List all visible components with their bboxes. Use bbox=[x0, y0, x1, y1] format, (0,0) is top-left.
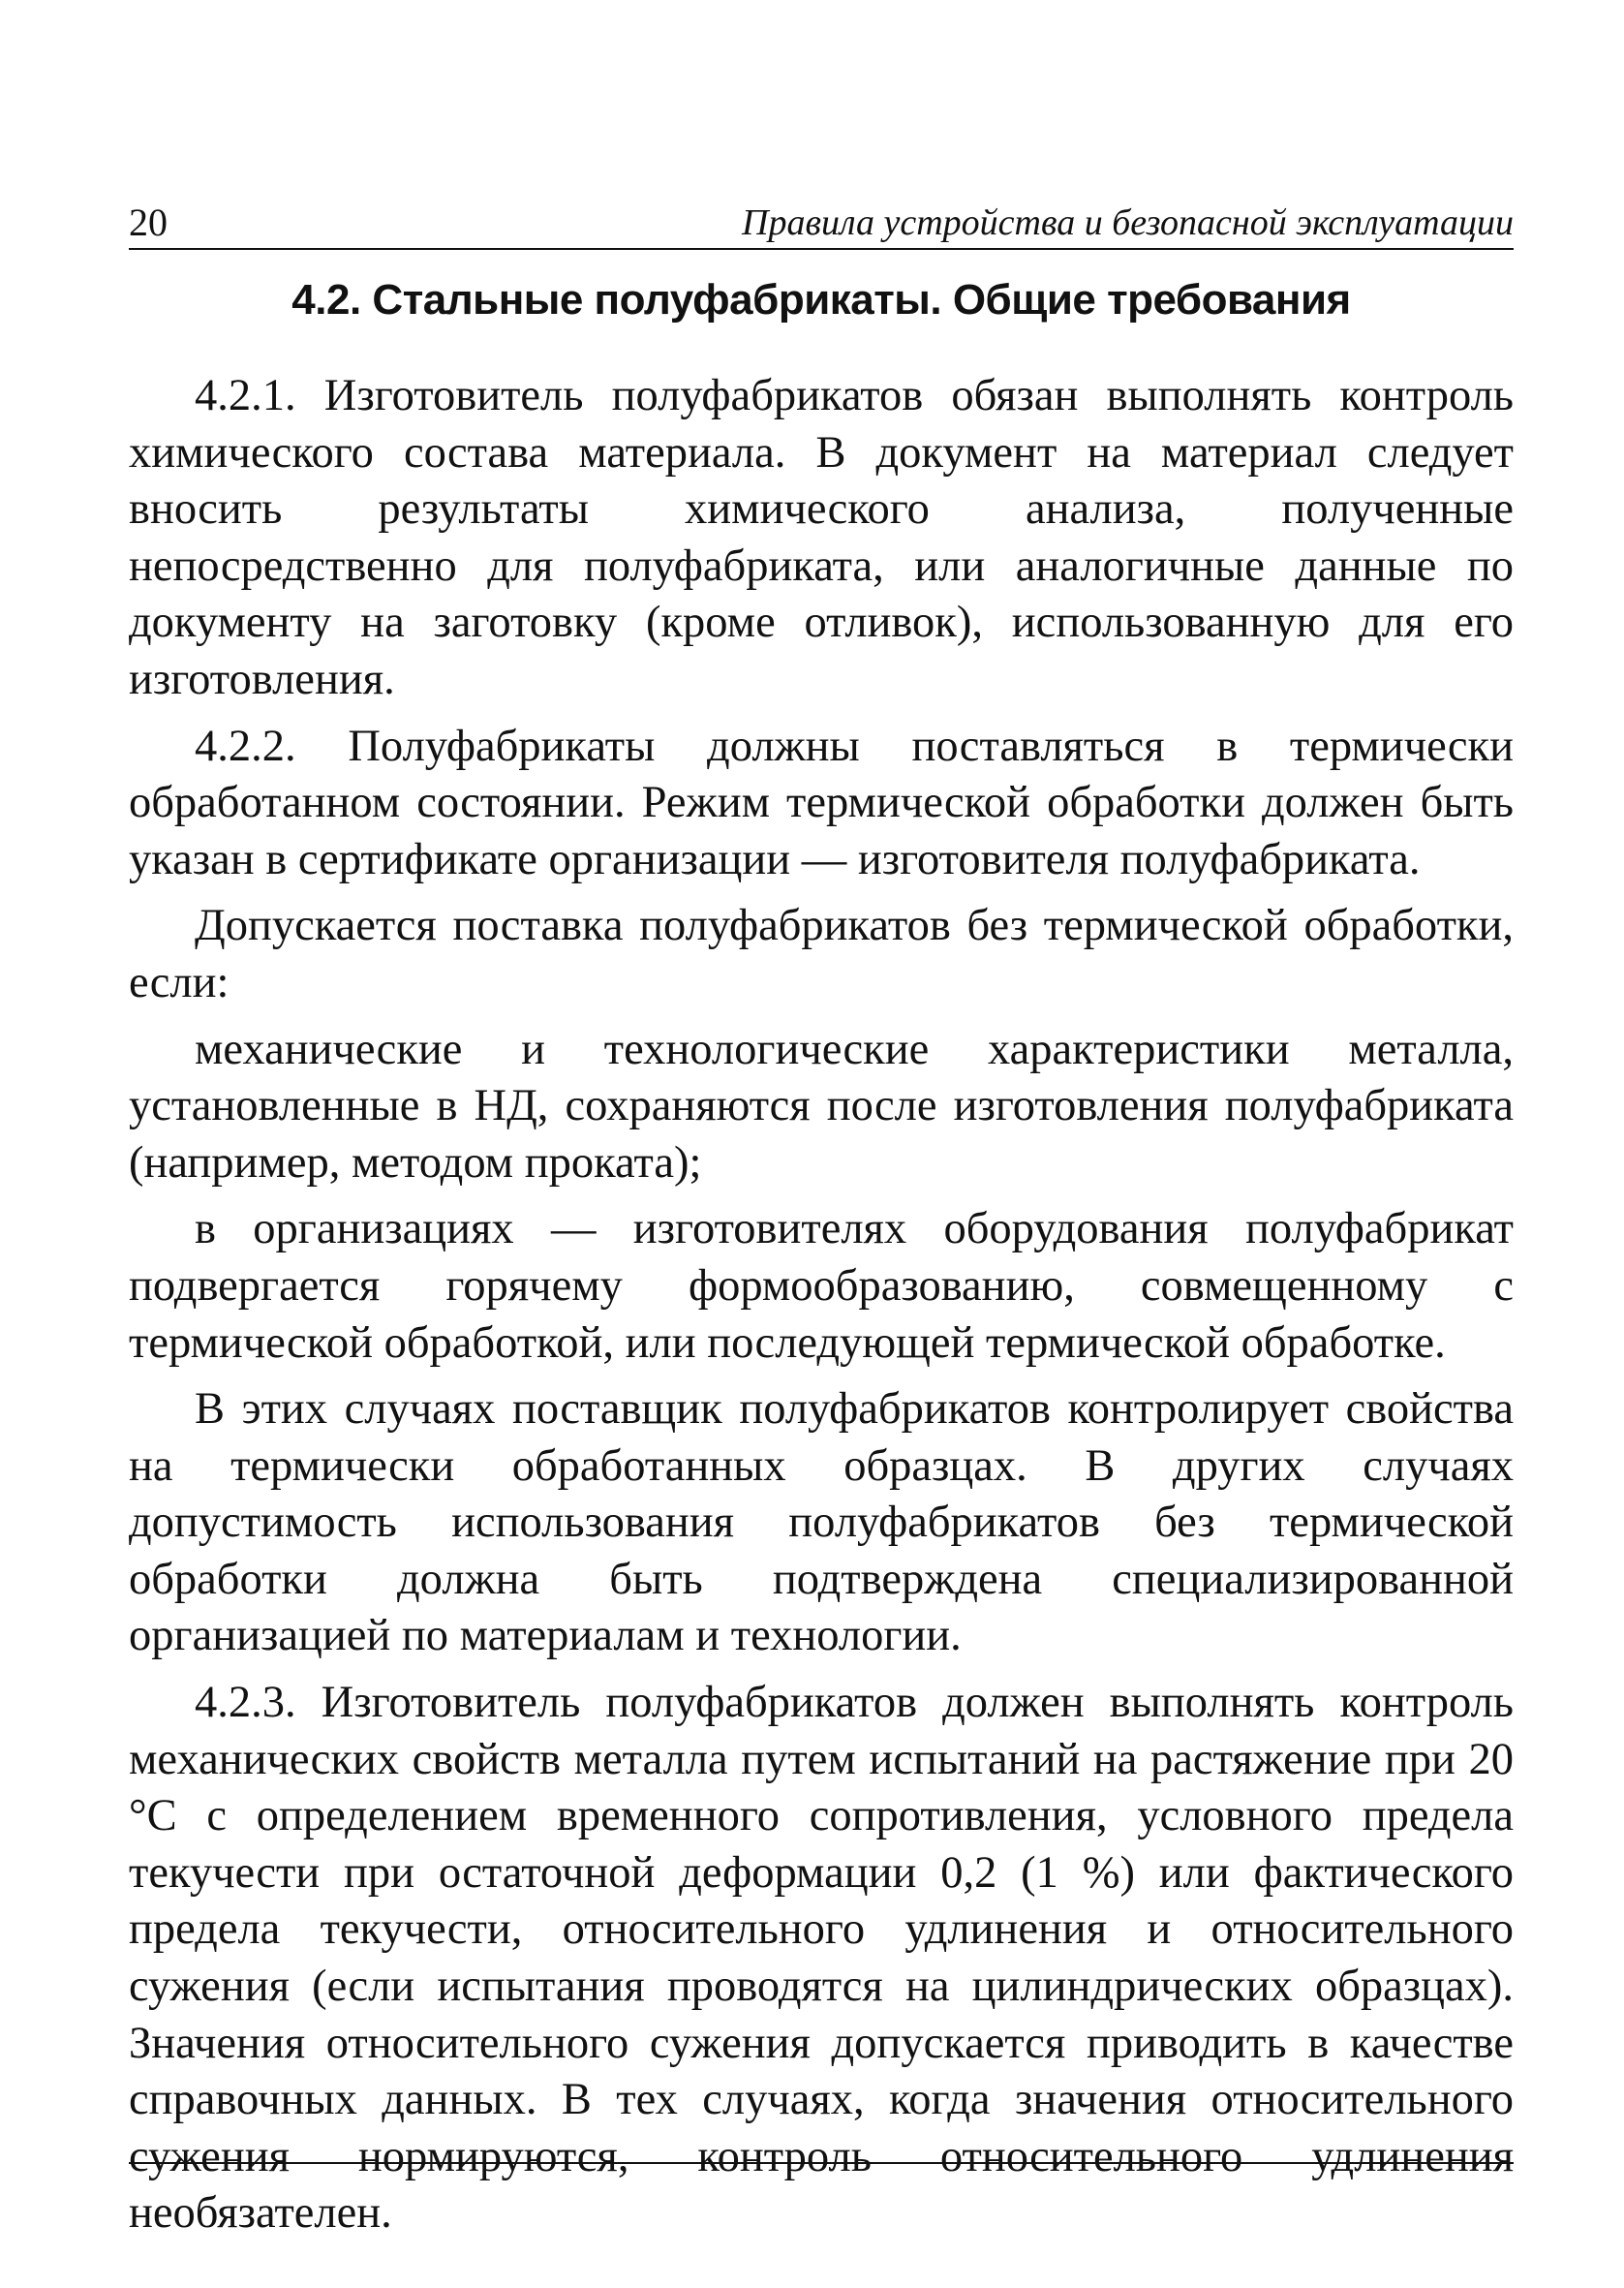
document-page bbox=[129, 194, 1514, 2252]
paragraph-exception-hot-forming: в организациях — изготовителях оборудования полуфабрикат подвергается горячему формообразованию, совмещенному с термической обработкой, или последующей термической обработке. bbox=[129, 1204, 1514, 1368]
paragraph-supplier-control: В этих случаях поставщик полуфабрикатов контролирует свойства на термически обработанных образцах. В других случаях допустимость использования полуфабрикатов без термической обработки должна быть подтверждена специализированной организацией по материалам и технологии. bbox=[129, 1384, 1514, 1661]
running-title: Правила устройства и безопасной эксплуатации bbox=[742, 202, 1514, 243]
footer-rule bbox=[129, 2162, 1514, 2164]
paragraph-exception-mechanical: механические и технологические характеристики металла, установленные в НД, сохраняются после изготовления полуфабриката (например, методом проката); bbox=[129, 1024, 1514, 1188]
paragraph-4-2-3: 4.2.3. Изготовитель полуфабрикатов должен выполнять контроль механических свойств металла путем испытаний на растяжение при 20 °С с определением временного сопротивления, условного предела текучести при остаточной деформации 0,2 (1 %) или фактического предела текучести, относительного удлинения и относительного сужения (если испытания проводятся на цилиндрических образцах). Значения относительного сужения допускается приводить в качестве справочных данных. В тех случаях, когда значения относительного сужения нормируются, контроль относительного удлинения необязателен. bbox=[129, 1678, 1514, 2239]
paragraph-4-2-2: 4.2.2. Полуфабрикаты должны поставляться в термически обработанном состоянии. Режим термической обработки должен быть указан в сертификате организации — изготовителя полуфабриката. bbox=[129, 721, 1514, 884]
running-header bbox=[129, 194, 1514, 250]
page-number: 20 bbox=[129, 201, 168, 244]
body-text bbox=[129, 368, 1514, 2242]
section-title: 4.2. Стальные полуфабрикаты. Общие требования bbox=[291, 276, 1351, 324]
paragraph-exceptions-intro: Допускается поставка полуфабрикатов без термической обработки, если: bbox=[129, 901, 1514, 1007]
paragraph-4-2-1: 4.2.1. Изготовитель полуфабрикатов обязан выполнять контроль химического состава материала. В документ на материал следует вносить результаты химического анализа, полученные непосредственно для полуфабриката, или аналогичные данные по документу на заготовку (кроме отливок), использованную для его изготовления. bbox=[129, 371, 1514, 704]
